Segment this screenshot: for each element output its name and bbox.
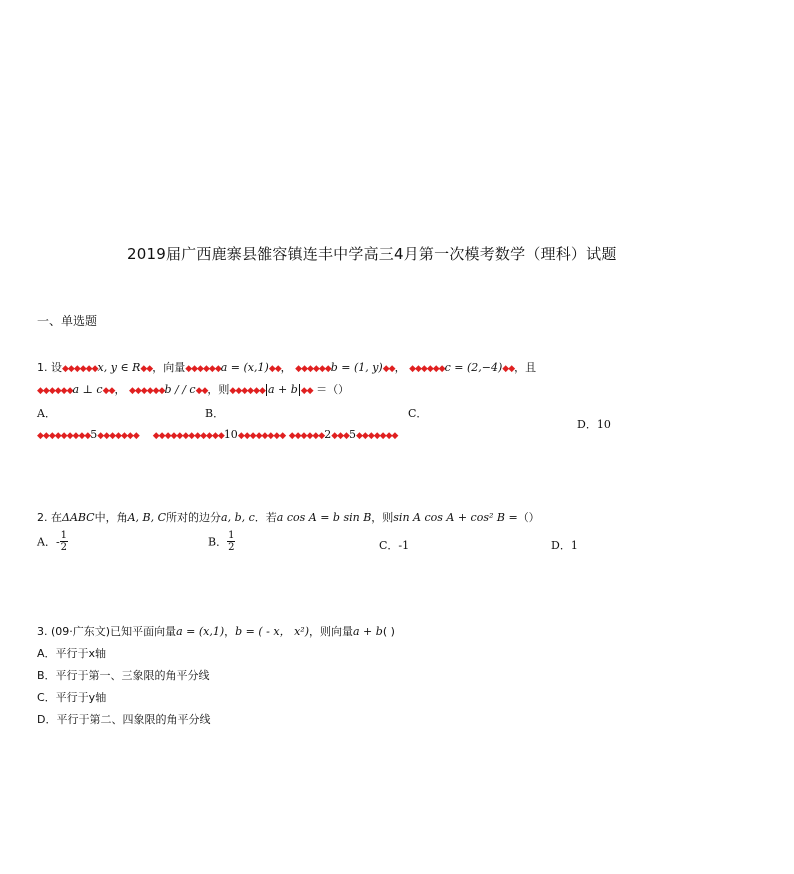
q2-text-2: 所对的边分: [166, 511, 222, 524]
question-1-number: 1. 设: [37, 361, 62, 374]
placeholder-glyphs: ◆◆◆◆◆◆: [229, 386, 265, 396]
fraction-denominator: 2: [60, 542, 68, 553]
q2-text-4: ，则: [371, 511, 394, 524]
placeholder-glyphs: ◆◆: [502, 364, 515, 374]
q2-text-1: 中，角: [94, 511, 128, 524]
placeholder-glyphs: ◆◆: [102, 386, 115, 396]
q2-sides: a, b, c: [221, 511, 255, 524]
q3-option-d: D．平行于第二、四象限的角平分线: [37, 713, 211, 726]
placeholder-glyphs: ◆◆◆◆◆◆: [62, 364, 98, 374]
q2-triangle: ΔABC: [62, 511, 95, 524]
q1-parallel: b / / c: [164, 383, 196, 396]
q1-comma: ，: [394, 361, 406, 374]
placeholder-glyphs: ◆◆: [195, 386, 208, 396]
placeholder-glyphs: ◆◆◆◆◆◆◆: [97, 431, 139, 441]
q2-option-d: D．1: [551, 539, 578, 552]
q1-option-b-value: 10: [223, 428, 238, 441]
q1-option-c-value-1: 2: [324, 428, 332, 441]
q1-option-d: D．10: [577, 418, 611, 431]
q3-vector-sum: a + b: [353, 625, 383, 638]
q1-comma: ，: [114, 383, 126, 396]
placeholder-glyphs: ◆◆: [300, 386, 313, 396]
q1-option-b-label: B．: [205, 407, 225, 420]
q2-condition: a cos A = b sin B: [276, 511, 372, 524]
fraction-numerator: 1: [228, 530, 235, 541]
q2-angles: A, B, C: [127, 511, 167, 524]
q3-text-1: ，: [224, 625, 236, 638]
placeholder-glyphs: ◆◆◆◆◆◆◆: [355, 431, 398, 441]
q1-vector-b: b = (1, y): [330, 361, 383, 374]
placeholder-glyphs: ◆◆◆◆◆◆◆◆: [237, 431, 286, 441]
q2-option-a-fraction: [60, 530, 68, 553]
q1-perp: a ⊥ c: [72, 383, 103, 396]
abs-bar-right: [299, 384, 300, 396]
q1-equals-paren: ＝（）: [316, 383, 350, 396]
q2-paren: （）: [517, 511, 540, 524]
placeholder-glyphs: ◆◆: [140, 364, 153, 374]
q3-option-c: C．平行于y轴: [37, 691, 107, 704]
fraction-numerator: 1: [60, 530, 68, 541]
q1-option-a-value: 5: [90, 428, 98, 441]
q1-vector-a: a = (x,1): [220, 361, 269, 374]
question-1-line-1: [37, 361, 536, 376]
question-3-prefix: 3. (09·广东文)已知平面向量: [37, 625, 177, 638]
placeholder-glyphs: ◆◆◆◆◆◆: [409, 364, 445, 374]
q3-option-a: A．平行于x轴: [37, 647, 107, 660]
q2-option-c: C．-1: [379, 539, 410, 552]
placeholder-glyphs: ◆◆: [268, 364, 281, 374]
placeholder-glyphs: ◆◆◆◆◆◆: [295, 364, 331, 374]
q3-text-2: ，则向量: [309, 625, 353, 638]
q1-var-xy: x, y ∈ R: [97, 361, 141, 374]
q1-comma: ，: [280, 361, 292, 374]
q2-option-b-label: B．: [208, 535, 228, 549]
placeholder-glyphs: ◆◆◆◆◆◆◆◆◆: [37, 431, 91, 441]
fraction-denominator: 2: [228, 542, 235, 553]
placeholder-glyphs: ◆◆◆◆◆◆: [185, 364, 221, 374]
placeholder-glyphs: ◆◆◆◆◆◆: [128, 386, 165, 396]
q1-vector-c: c = (2,−4): [444, 361, 503, 374]
q1-text-vector: ，向量: [152, 361, 186, 374]
section-heading: 一、单选题: [37, 314, 98, 328]
question-3-stem: [37, 625, 395, 639]
question-1-line-2: [37, 383, 349, 398]
abs-bar-left: [266, 384, 267, 396]
q2-option-a: [37, 530, 68, 553]
q1-options-values-row: [37, 428, 397, 443]
q3-vector-b: b = ( - x， x²): [235, 625, 309, 638]
q3-option-b: B．平行于第一、三象限的角平分线: [37, 669, 210, 682]
q1-option-c-label: C．: [408, 407, 428, 420]
q2-expression: sin A cos A + cos² B =: [393, 511, 518, 524]
placeholder-glyphs: ◆◆◆: [331, 431, 349, 441]
placeholder-glyphs: ◆◆: [382, 364, 395, 374]
q1-text-and: ，且: [514, 361, 537, 374]
q2-option-b-fraction: [227, 530, 235, 553]
q1-abs-sum: a + b: [267, 383, 298, 396]
q1-option-c-value-2: 5: [348, 428, 356, 441]
q2-option-a-label: A．-: [37, 535, 60, 549]
question-2-stem: [37, 511, 540, 525]
q2-text-3: ．若: [254, 511, 277, 524]
q2-option-b: [208, 530, 235, 553]
q3-paren: ( ): [382, 625, 395, 638]
document-title: 2019届广西鹿寨县雒容镇连丰中学高三4月第一次模考数学（理科）试题: [127, 245, 617, 263]
q3-vector-a: a = (x,1): [176, 625, 225, 638]
placeholder-glyphs: ◆◆◆◆◆◆◆◆◆◆◆◆: [152, 431, 224, 441]
question-2-number: 2. 在: [37, 511, 62, 524]
q1-option-a-label: A．: [37, 407, 56, 420]
placeholder-glyphs: ◆◆◆◆◆◆: [288, 431, 325, 441]
q1-text-then: ，则: [207, 383, 230, 396]
placeholder-glyphs: ◆◆◆◆◆◆: [37, 386, 73, 396]
